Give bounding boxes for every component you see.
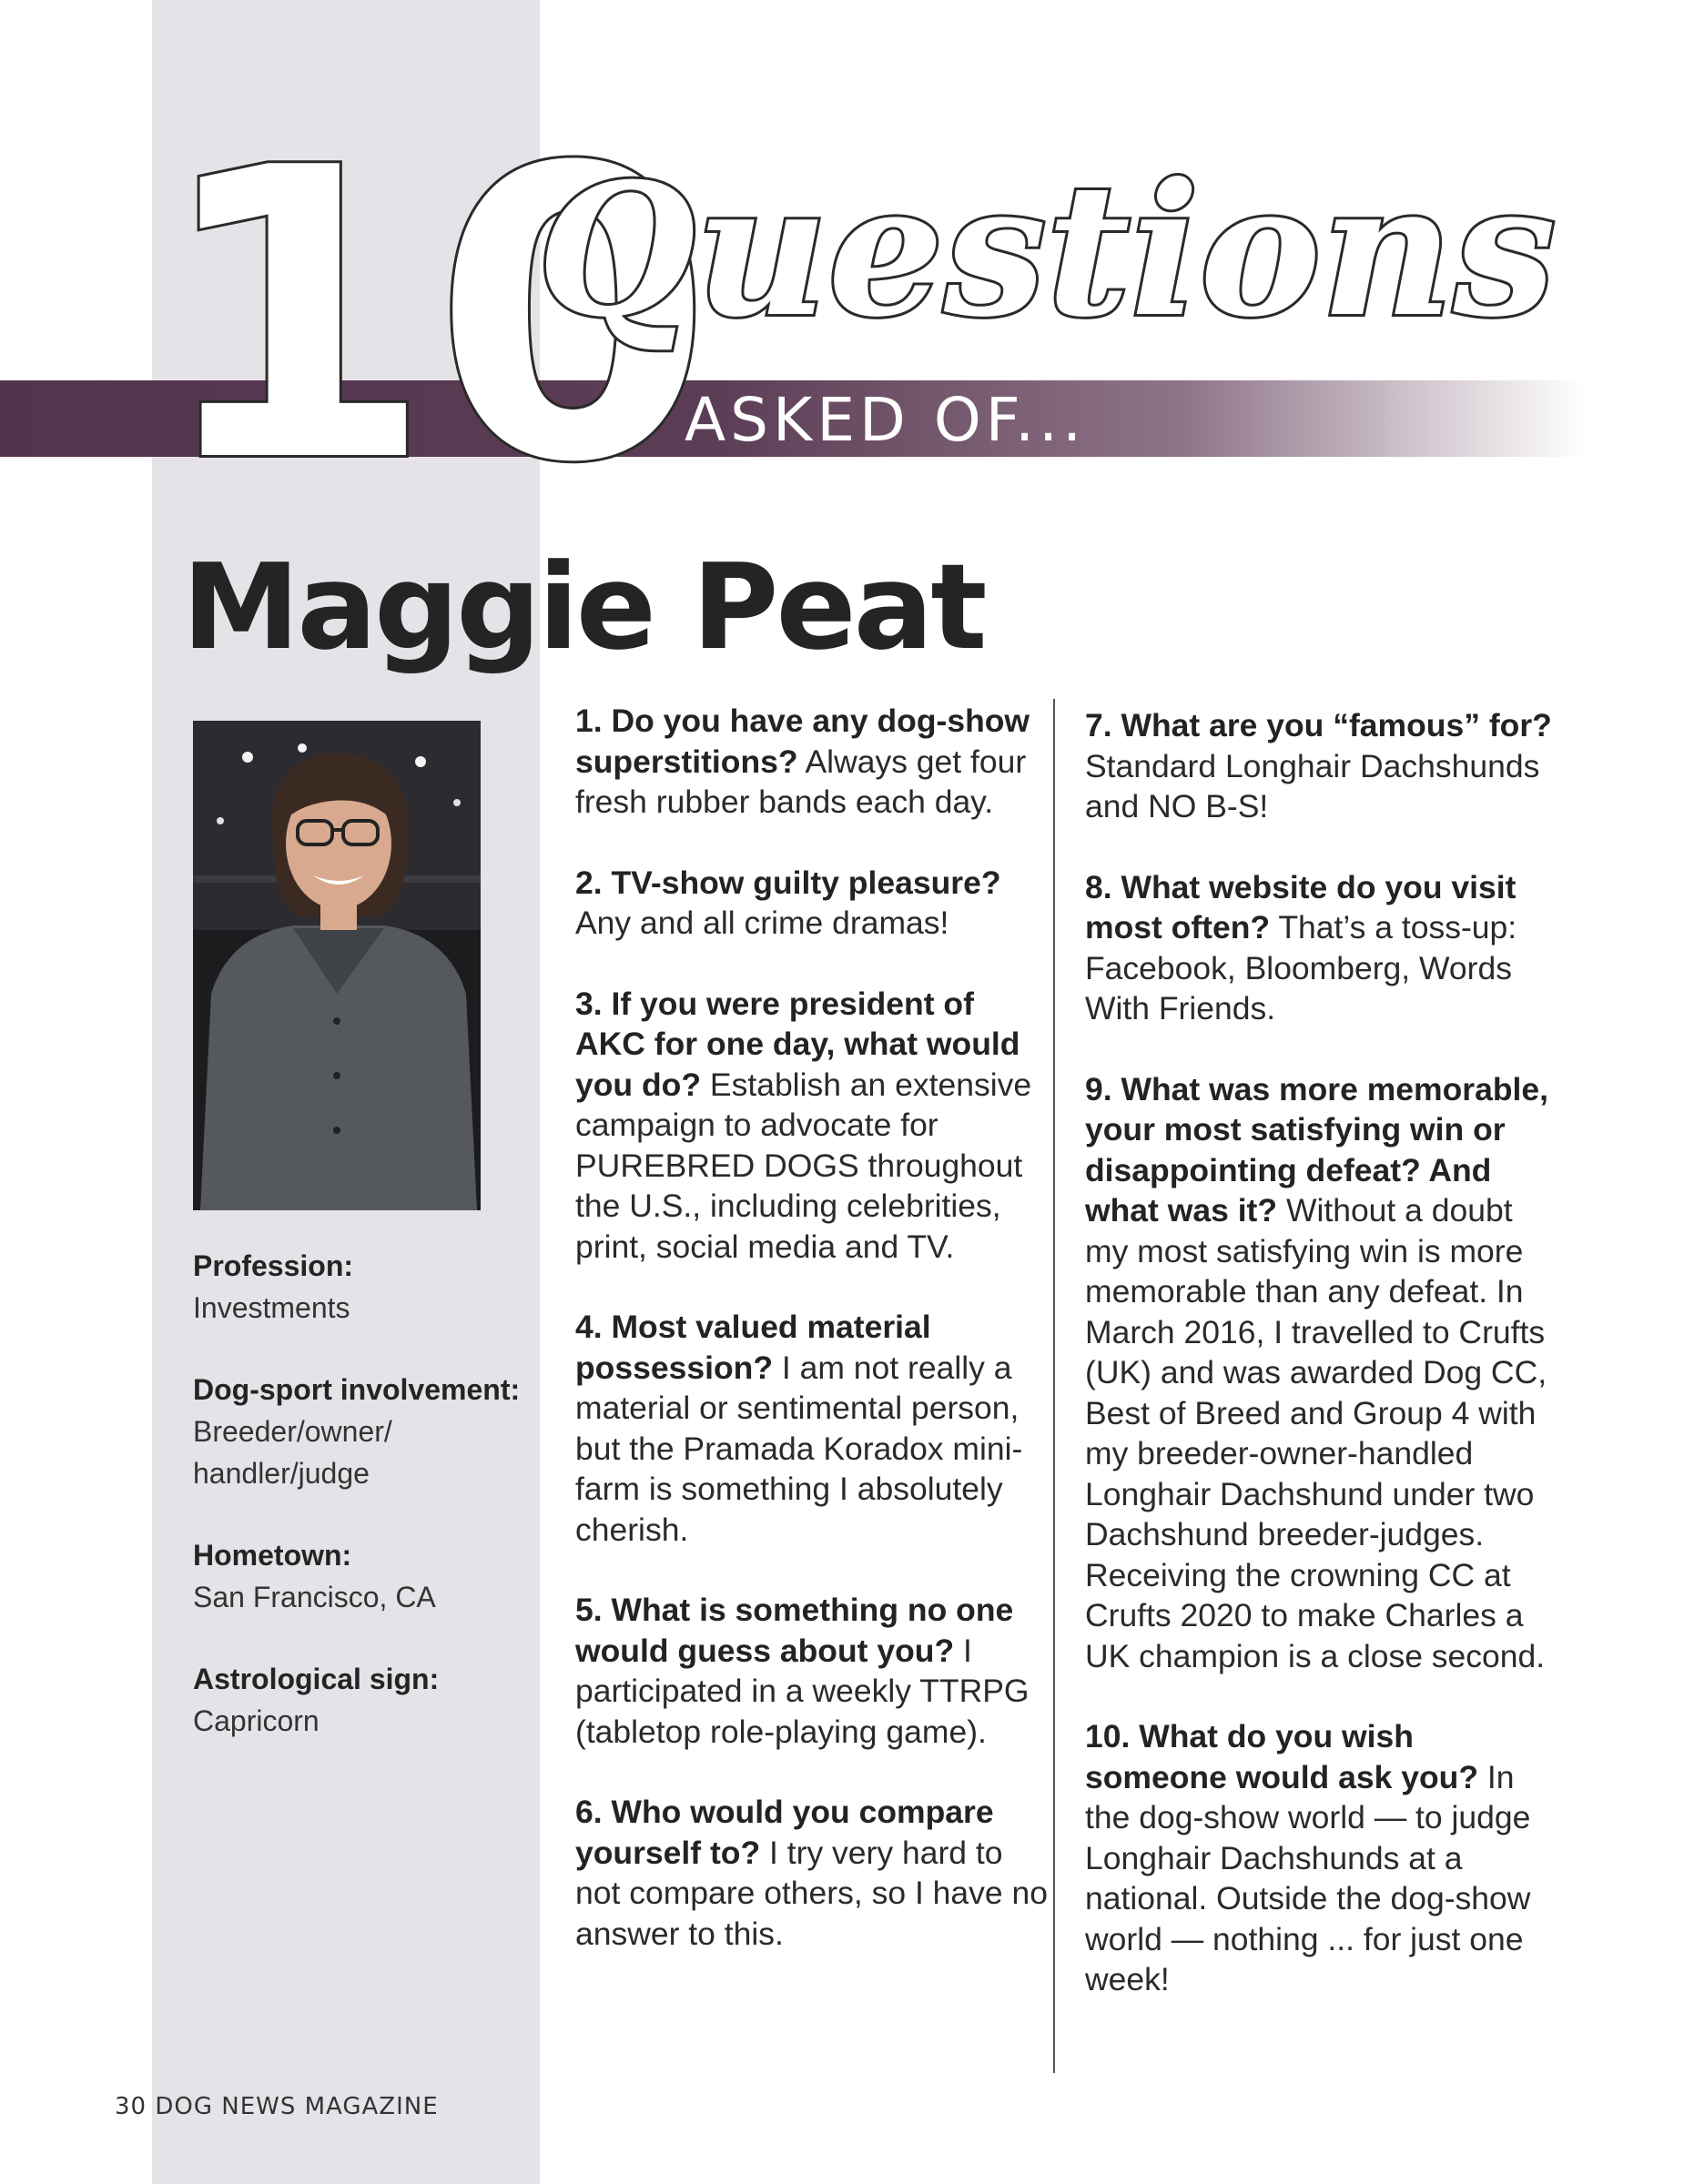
question: 2. TV-show guilty pleasure? [575, 864, 1001, 901]
qa-item-7 [1085, 705, 1558, 827]
fact-profession [193, 1245, 521, 1329]
answer: Without a doubt my most satisfying win is more memorable than any defeat. In March 2016, I travelled to Crufts (UK) and was awarded Dog CC, Best of Breed and Group 4 with my breeder-owner-handled Longhair Dachshund under two Dachshund breeder-judges. Receiving the crowning CC at Crufts 2020 to make Charles a UK champion is a close second. [1085, 1192, 1547, 1674]
question: 8. What website do you visit most often? [1085, 868, 1517, 945]
page-footer: 30 DOG NEWS MAGAZINE [115, 2093, 439, 2120]
qa-column-right [1085, 705, 1558, 2040]
question: 1. Do you have any dog-show superstitions? [575, 703, 1030, 780]
question: 7. What are you “famous” for? [1085, 707, 1552, 743]
question: 6. Who would you compare yourself to? [575, 1794, 994, 1871]
answer: Standard Longhair Dachshunds and NO B-S! [1085, 747, 1540, 824]
qa-item-10 [1085, 1716, 1558, 2000]
fact-involvement [193, 1369, 521, 1494]
qa-item-1 [575, 701, 1049, 823]
qa-item-3 [575, 984, 1049, 1268]
answer: Always get four fresh rubber bands each day. [575, 743, 1027, 820]
question: 10. What do you wish someone would ask you? [1085, 1718, 1478, 1795]
question: 5. What is something no one would guess about you? [575, 1592, 1014, 1669]
qa-column-left [575, 701, 1049, 1994]
fact-value: Capricorn [193, 1704, 320, 1737]
title-art [155, 84, 1557, 550]
person-name: Maggie Peat [182, 538, 985, 676]
qa-item-5 [575, 1590, 1049, 1752]
portrait-illustration [193, 721, 481, 1210]
answer: I try very hard to not compare others, so I have no answer to this. [575, 1834, 1048, 1952]
qa-item-8 [1085, 867, 1558, 1029]
answer: Any and all crime dramas! [575, 905, 949, 941]
portrait-photo [193, 721, 481, 1210]
answer: In the dog-show world — to judge Longhair Dachshunds at a national. Outside the dog-show world — nothing ... for just one week! [1085, 1758, 1531, 1997]
fact-value: Breeder/owner/ handler/judge [193, 1415, 392, 1490]
qa-item-2 [575, 863, 1049, 944]
fact-hometown [193, 1534, 521, 1618]
profile-facts [193, 1245, 521, 1782]
header-subtitle: ASKED OF... [685, 385, 1087, 455]
fact-value: Investments [193, 1291, 350, 1324]
question: 3. If you were president of AKC for one day, what would you do? [575, 985, 1020, 1103]
fact-label: Hometown: [193, 1539, 352, 1572]
fact-label: Dog-sport involvement: [193, 1373, 521, 1406]
answer: Establish an extensive campaign to advocate for PUREBRED DOGS throughout the U.S., including celebrities, print, social media and TV. [575, 1066, 1032, 1265]
title-number: 10 [155, 84, 713, 550]
title-word: Questions [537, 144, 1557, 358]
question: 4. Most valued material possession? [575, 1309, 931, 1386]
answer: I am not really a material or sentimental person, but the Pramada Koradox mini-farm is something I absolutely cherish. [575, 1349, 1023, 1548]
fact-value: San Francisco, CA [193, 1581, 436, 1613]
qa-item-6 [575, 1792, 1049, 1954]
qa-item-9 [1085, 1069, 1558, 1677]
fact-astrological-sign [193, 1658, 521, 1742]
answer: That’s a toss-up: Facebook, Bloomberg, Words With Friends. [1085, 909, 1517, 1026]
qa-item-4 [575, 1307, 1049, 1550]
fact-label: Astrological sign: [193, 1663, 440, 1695]
column-divider [1053, 699, 1055, 2073]
fact-label: Profession: [193, 1249, 354, 1282]
answer: I participated in a weekly TTRPG (tabletop role-playing game). [575, 1632, 1030, 1750]
question: 9. What was more memorable, your most satisfying win or disappointing defeat? And what was it? [1085, 1070, 1548, 1228]
